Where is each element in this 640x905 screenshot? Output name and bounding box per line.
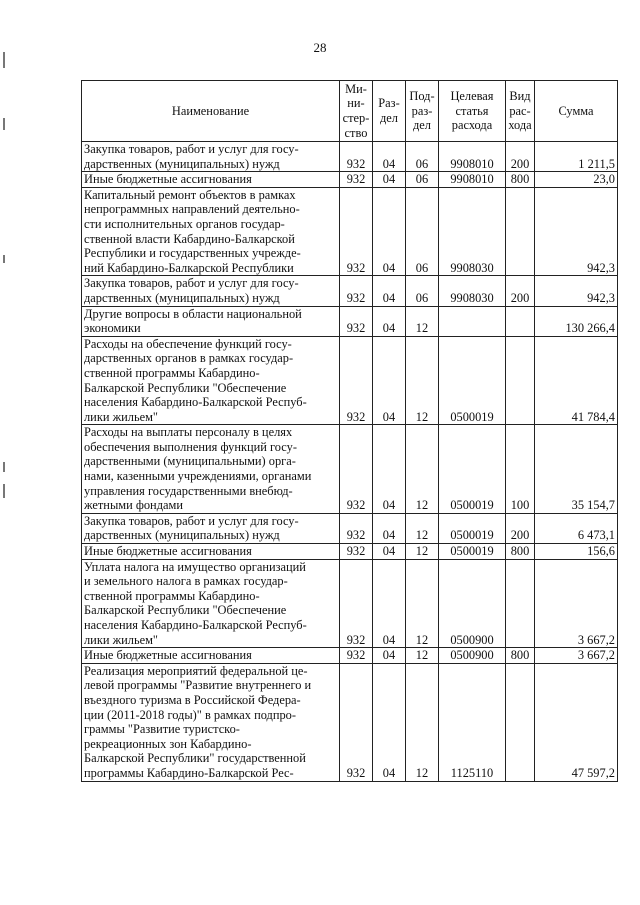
- cell-subsection: 12: [406, 306, 439, 336]
- cell-name: [82, 336, 340, 425]
- cell-name-line: дарственных органов в рамках государ-: [84, 351, 294, 366]
- cell-name-line: Балкарской Республики "Обеспечение: [84, 603, 287, 618]
- cell-kind: 200: [506, 513, 535, 543]
- cell-name-line: нами, казенными учреждениями, органами: [84, 469, 312, 484]
- header-sum: Сумма: [535, 81, 618, 142]
- header-name: Наименование: [82, 81, 340, 142]
- cell-section: 04: [373, 425, 406, 514]
- cell-name-line: Уплата налога на имущество организаций: [84, 559, 306, 574]
- cell-name: [82, 559, 340, 648]
- cell-ministry: 932: [340, 306, 373, 336]
- cell-name-line: ции (2011-2018 годы)" в рамках подпро-: [84, 707, 296, 722]
- cell-kind: [506, 663, 535, 781]
- table-row: [82, 544, 618, 560]
- cell-name: [82, 663, 340, 781]
- cell-section: 04: [373, 648, 406, 664]
- cell-name-line: Закупка товаров, работ и услуг для госу-: [84, 276, 299, 291]
- cell-sum: 6 473,1: [535, 513, 618, 543]
- cell-name-line: левой программы "Развитие внутреннего и: [84, 678, 312, 693]
- cell-ministry: 932: [340, 172, 373, 188]
- cell-target: 9908030: [439, 276, 506, 306]
- cell-ministry: 932: [340, 276, 373, 306]
- page-number: 28: [313, 40, 327, 55]
- cell-name: [82, 648, 340, 664]
- budget-table: [81, 80, 618, 782]
- scan-edge-mark: [3, 462, 5, 472]
- table-row: [82, 276, 618, 306]
- cell-target: 0500900: [439, 559, 506, 648]
- cell-kind: 200: [506, 276, 535, 306]
- table-row: [82, 663, 618, 781]
- cell-kind: [506, 336, 535, 425]
- cell-name-line: Другие вопросы в области национальной: [84, 306, 302, 321]
- cell-kind: 800: [506, 172, 535, 188]
- cell-sum: 942,3: [535, 187, 618, 276]
- header-target-article: Целевая статья расхода: [439, 81, 506, 142]
- cell-section: 04: [373, 544, 406, 560]
- cell-section: 04: [373, 187, 406, 276]
- header-subsection: Под- раз- дел: [406, 81, 439, 142]
- table-row: [82, 336, 618, 425]
- cell-subsection: 12: [406, 663, 439, 781]
- cell-name-line: ственной программы Кабардино-: [84, 588, 260, 603]
- table-row: [82, 306, 618, 336]
- scan-edge-mark: [3, 255, 5, 263]
- cell-name: [82, 276, 340, 306]
- table-row: [82, 187, 618, 276]
- cell-name-line: программы Кабардино-Балкарской Рес-: [84, 765, 294, 780]
- cell-name: [82, 187, 340, 276]
- cell-name-line: Реализация мероприятий федеральной це-: [84, 663, 308, 678]
- cell-name-line: населения Кабардино-Балкарской Респуб-: [84, 395, 307, 410]
- cell-ministry: 932: [340, 425, 373, 514]
- cell-name-line: Капитальный ремонт объектов в рамках: [84, 187, 296, 202]
- cell-name-line: граммы "Развитие туристско-: [84, 722, 240, 737]
- cell-kind: 200: [506, 142, 535, 172]
- cell-sum: 156,6: [535, 544, 618, 560]
- cell-name-line: ний Кабардино-Балкарской Республики: [84, 260, 294, 275]
- cell-name-line: Расходы на обеспечение функций госу-: [84, 336, 292, 351]
- cell-name-line: дарственных (муниципальных) нужд: [84, 156, 280, 171]
- cell-kind: 800: [506, 544, 535, 560]
- cell-name-line: Иные бюджетные ассигнования: [84, 172, 252, 187]
- cell-name-line: Балкарской Республики "Обеспечение: [84, 380, 287, 395]
- cell-sum: 942,3: [535, 276, 618, 306]
- cell-target: 9908010: [439, 142, 506, 172]
- cell-name: [82, 306, 340, 336]
- cell-section: 04: [373, 276, 406, 306]
- cell-sum: 35 154,7: [535, 425, 618, 514]
- cell-section: 04: [373, 142, 406, 172]
- cell-section: 04: [373, 172, 406, 188]
- cell-name-line: жетными фондами: [84, 498, 183, 513]
- cell-section: 04: [373, 663, 406, 781]
- header-expense-kind: Вид рас- хода: [506, 81, 535, 142]
- cell-name-line: сти исполнительных органов государ-: [84, 216, 285, 231]
- cell-kind: 800: [506, 648, 535, 664]
- cell-name-line: Балкарской Республики" государственной: [84, 751, 306, 766]
- cell-kind: [506, 306, 535, 336]
- cell-name-line: и земельного налога в рамках государ-: [84, 574, 288, 589]
- cell-section: 04: [373, 513, 406, 543]
- cell-ministry: 932: [340, 544, 373, 560]
- cell-subsection: 12: [406, 559, 439, 648]
- cell-name: [82, 142, 340, 172]
- cell-sum: 47 597,2: [535, 663, 618, 781]
- cell-name-line: дарственных (муниципальных) нужд: [84, 290, 280, 305]
- cell-name-line: Закупка товаров, работ и услуг для госу-: [84, 142, 299, 156]
- cell-kind: [506, 187, 535, 276]
- table-row: [82, 559, 618, 648]
- cell-sum: 130 266,4: [535, 306, 618, 336]
- cell-name: [82, 172, 340, 188]
- cell-sum: 1 211,5: [535, 142, 618, 172]
- table-row: [82, 142, 618, 172]
- cell-target: 0500019: [439, 425, 506, 514]
- table-row: [82, 425, 618, 514]
- header-section: Раз- дел: [373, 81, 406, 142]
- cell-name-line: управления государственными внебюд-: [84, 483, 293, 498]
- cell-name-line: лики жильем": [84, 632, 158, 647]
- cell-target: 0500019: [439, 544, 506, 560]
- cell-subsection: 12: [406, 513, 439, 543]
- cell-kind: 100: [506, 425, 535, 514]
- cell-ministry: 932: [340, 663, 373, 781]
- cell-ministry: 932: [340, 513, 373, 543]
- cell-target: 9908030: [439, 187, 506, 276]
- scan-edge-mark: [3, 484, 5, 498]
- cell-section: 04: [373, 559, 406, 648]
- cell-name-line: ственной власти Кабардино-Балкарской: [84, 231, 295, 246]
- cell-subsection: 12: [406, 648, 439, 664]
- cell-name-line: Расходы на выплаты персоналу в целях: [84, 425, 293, 440]
- cell-name-line: Иные бюджетные ассигнования: [84, 544, 252, 559]
- table-row: [82, 648, 618, 664]
- cell-target: 0500019: [439, 336, 506, 425]
- cell-ministry: 932: [340, 336, 373, 425]
- cell-sum: 23,0: [535, 172, 618, 188]
- cell-name-line: рекреационных зон Кабардино-: [84, 736, 252, 751]
- cell-section: 04: [373, 306, 406, 336]
- cell-target: 0500019: [439, 513, 506, 543]
- cell-target: 0500900: [439, 648, 506, 664]
- table-header-row: [82, 81, 618, 142]
- cell-name: [82, 513, 340, 543]
- cell-sum: 3 667,2: [535, 559, 618, 648]
- cell-subsection: 06: [406, 276, 439, 306]
- cell-subsection: 06: [406, 187, 439, 276]
- scan-edge-mark: [3, 52, 5, 68]
- cell-subsection: 12: [406, 336, 439, 425]
- cell-name-line: обеспечения выполнения функций госу-: [84, 439, 297, 454]
- cell-kind: [506, 559, 535, 648]
- cell-name-line: въездного туризма в Российской Федера-: [84, 692, 301, 707]
- cell-ministry: 932: [340, 187, 373, 276]
- table-row: [82, 513, 618, 543]
- cell-name-line: дарственных (муниципальных) нужд: [84, 528, 280, 543]
- cell-name-line: Республики и государственных учрежде-: [84, 246, 301, 261]
- cell-name-line: непрограммных направлений деятельно-: [84, 202, 300, 217]
- cell-ministry: 932: [340, 648, 373, 664]
- cell-name-line: Закупка товаров, работ и услуг для госу-: [84, 513, 299, 528]
- header-ministry: Ми- ни- стер- ство: [340, 81, 373, 142]
- cell-sum: 41 784,4: [535, 336, 618, 425]
- cell-subsection: 06: [406, 172, 439, 188]
- cell-section: 04: [373, 336, 406, 425]
- cell-subsection: 06: [406, 142, 439, 172]
- cell-name-line: населения Кабардино-Балкарской Респуб-: [84, 618, 307, 632]
- cell-target: 9908010: [439, 172, 506, 188]
- table-row: [82, 172, 618, 188]
- cell-name-line: экономики: [84, 321, 141, 336]
- cell-ministry: 932: [340, 142, 373, 172]
- cell-sum: 3 667,2: [535, 648, 618, 664]
- cell-target: 1125110: [439, 663, 506, 781]
- cell-name-line: лики жильем": [84, 409, 158, 424]
- cell-name: [82, 425, 340, 514]
- cell-name: [82, 544, 340, 560]
- cell-name-line: дарственными (муниципальными) орга-: [84, 454, 296, 469]
- cell-name-line: ственной программы Кабардино-: [84, 365, 260, 380]
- scan-edge-mark: [3, 118, 5, 130]
- cell-target: [439, 306, 506, 336]
- cell-subsection: 12: [406, 425, 439, 514]
- cell-subsection: 12: [406, 544, 439, 560]
- cell-name-line: Иные бюджетные ассигнования: [84, 648, 252, 663]
- cell-ministry: 932: [340, 559, 373, 648]
